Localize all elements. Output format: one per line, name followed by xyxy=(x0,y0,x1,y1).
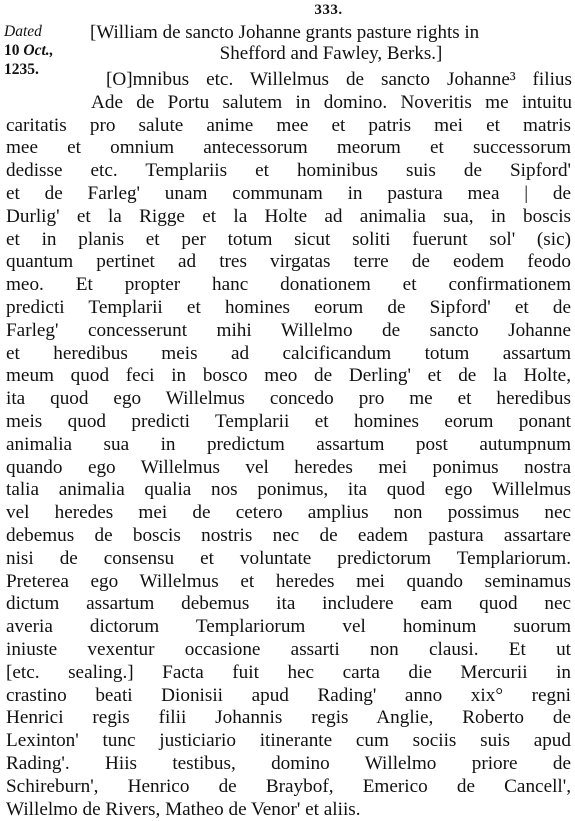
text-line: predicti Templarii et homines eorum de Sipford' et de xyxy=(0,297,575,320)
margin-note-month: Oct., xyxy=(23,42,53,59)
text-line: crastino beati Dionisii apud Rading' anno xix° regni xyxy=(0,685,575,708)
text-line: dedisse etc. Templariis et hominibus suis de Sipford' xyxy=(0,160,575,183)
text-line: [O]mnibus etc. Willelmus de sancto Johanne³ filius xyxy=(0,69,575,92)
text-line: nisi de consensu et voluntate predictorum Templariorum. xyxy=(0,548,575,571)
document-heading xyxy=(90,22,572,64)
text-line: Schireburn', Henrico de Braybof, Emerico de Cancell', xyxy=(0,776,575,799)
text-line: et de Farleg' unam communam in pastura mea | de xyxy=(0,183,575,206)
text-line: iniuste vexentur occasione assarti non clausi. Et ut xyxy=(0,639,575,662)
text-line: caritatis pro salute anime mee et patris mei et matris xyxy=(0,115,575,138)
text-line: talia animalia qualia nos ponimus, ita quod ego Willelmus xyxy=(0,479,575,502)
text-line: quando ego Willelmus vel heredes mei ponimus nostra xyxy=(0,457,575,480)
text-line: meis quod predicti Templarii et homines eorum ponant xyxy=(0,411,575,434)
text-line: Henrici regis filii Johannis regis Anglie, Roberto de xyxy=(0,707,575,730)
heading-line-2: Shefford and Fawley, Berks.] xyxy=(90,43,572,64)
text-line: Willelmo de Rivers, Matheo de Venor' et aliis. xyxy=(0,799,575,821)
text-line: Rading'. Hiis testibus, domino Willelmo priore de xyxy=(0,753,575,776)
margin-note-date xyxy=(4,41,84,60)
text-line: meum quod feci in bosco meo de Derling' et de la Holte, xyxy=(0,365,575,388)
charter-text xyxy=(0,69,575,821)
margin-note-dated: Dated xyxy=(4,22,84,41)
text-line: meo. Et propter hanc donationem et confirmationem xyxy=(0,274,575,297)
text-line: quantum pertinet ad tres virgatas terre de eodem feodo xyxy=(0,251,575,274)
text-line: Ade de Portu salutem in domino. Noveritis me intuitu xyxy=(0,92,575,115)
text-line: Durlig' et la Rigge et la Holte ad animalia sua, in boscis xyxy=(0,206,575,229)
text-line: Farleg' concesserunt mihi Willelmo de sancto Johanne xyxy=(0,320,575,343)
heading-line-1: [William de sancto Johanne grants pasture rights in xyxy=(90,22,572,43)
margin-note-year: 1235. xyxy=(4,60,84,79)
text-line: Preterea ego Willelmus et heredes mei quando seminamus xyxy=(0,571,575,594)
text-line: Lexinton' tunc justiciario itinerante cum sociis suis apud xyxy=(0,730,575,753)
text-line: vel heredes mei de cetero amplius non possimus nec xyxy=(0,502,575,525)
margin-note-day: 10 xyxy=(4,42,20,59)
text-line: animalia sua in predictum assartum post autumpnum xyxy=(0,434,575,457)
text-line: dictum assartum debemus ita includere eam quod nec xyxy=(0,593,575,616)
text-line: ita quod ego Willelmus concedo pro me et heredibus xyxy=(0,388,575,411)
page-number: 333. xyxy=(0,2,575,19)
text-line: [etc. sealing.] Facta fuit hec carta die Mercurii in xyxy=(0,662,575,685)
text-line: debemus de boscis nostris nec de eadem pastura assartare xyxy=(0,525,575,548)
text-line: averia dictorum Templariorum vel hominum suorum xyxy=(0,616,575,639)
text-line: et in planis et per totum sicut soliti fuerunt sol' (sic) xyxy=(0,229,575,252)
text-line: et heredibus meis ad calcificandum totum assartum xyxy=(0,343,575,366)
text-line: mee et omnium antecessorum meorum et successorum xyxy=(0,137,575,160)
